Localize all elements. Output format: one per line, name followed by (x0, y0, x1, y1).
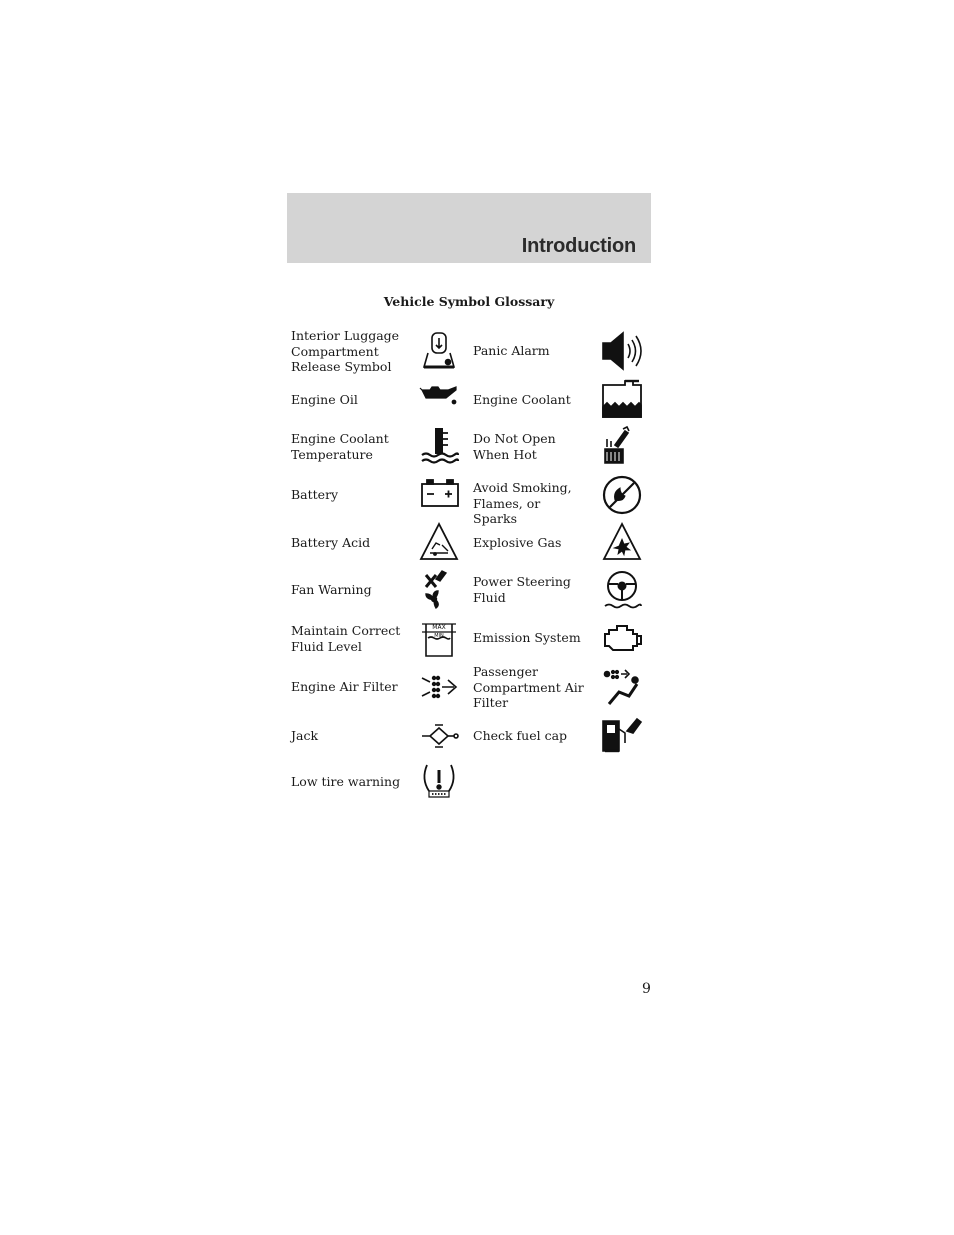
glossary-label: Low tire warning (291, 774, 401, 789)
glossary-label: Explosive Gas (473, 535, 562, 550)
coolant-temperature-icon (418, 425, 460, 467)
glossary-label: Jack (291, 728, 319, 743)
battery-acid-warning-icon (418, 521, 460, 563)
glossary-label: Do Not Open When Hot (473, 431, 556, 462)
cabin-air-filter-icon (601, 666, 643, 708)
glossary-label: Power Steering Fluid (473, 574, 571, 605)
low-tire-icon (418, 761, 460, 803)
trunk-release-icon (418, 331, 460, 373)
explosive-gas-warning-icon (601, 521, 643, 563)
fluid-min-text: MIN (434, 633, 444, 639)
glossary-label: Emission System (473, 630, 581, 645)
glossary-label: Check fuel cap (473, 728, 568, 743)
glossary-label: Avoid Smoking, Flames, or Sparks (473, 480, 572, 526)
glossary-label: Engine Oil (291, 392, 358, 407)
fluid-max-text: MAX (432, 624, 446, 631)
hot-cap-icon (601, 425, 643, 467)
header-band (287, 193, 651, 263)
glossary-label: Engine Coolant (473, 392, 571, 407)
glossary-label: Fan Warning (291, 582, 372, 597)
glossary-label: Panic Alarm (473, 343, 550, 358)
glossary-title: Vehicle Symbol Glossary (383, 294, 555, 309)
fuel-cap-icon (601, 715, 643, 757)
air-filter-icon (418, 666, 460, 708)
fan-warning-icon (418, 569, 460, 611)
battery-icon (418, 474, 460, 516)
oil-can-icon (418, 380, 460, 422)
steering-wheel-fluid-icon (601, 569, 643, 611)
glossary-label: Maintain Correct Fluid Level (291, 623, 401, 654)
glossary-label: Engine Coolant Temperature (291, 431, 389, 462)
page-title: Introduction (521, 235, 636, 257)
glossary-label: Battery Acid (291, 535, 371, 550)
page-number: 9 (642, 981, 651, 997)
glossary-label: Engine Air Filter (291, 679, 398, 694)
fluid-level-icon (418, 618, 460, 660)
coolant-reservoir-icon (601, 379, 643, 421)
glossary-label: Battery (291, 487, 339, 502)
jack-icon (418, 715, 460, 757)
engine-icon (601, 618, 643, 660)
no-smoking-icon (601, 474, 643, 516)
glossary-label: Interior Luggage Compartment Release Symbol (291, 328, 400, 374)
glossary-label: Passenger Compartment Air Filter (473, 664, 584, 710)
speaker-alarm-icon (601, 330, 643, 372)
